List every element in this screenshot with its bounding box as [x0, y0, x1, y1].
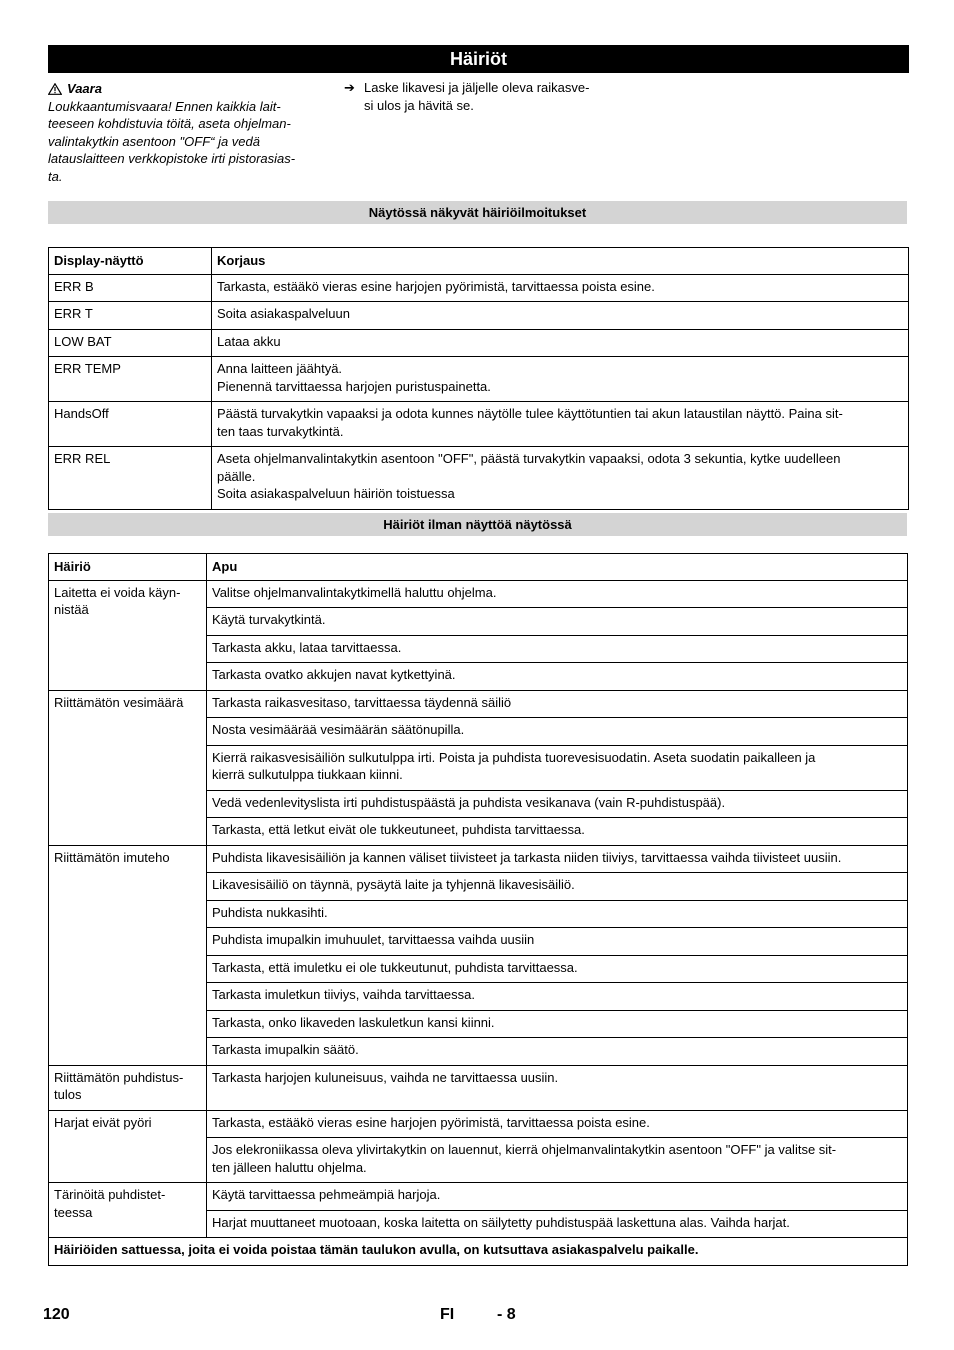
instruction-block: [344, 79, 634, 114]
page-number: 120: [43, 1306, 70, 1323]
fault-name: [49, 690, 207, 845]
table-row: [49, 302, 909, 330]
table-row: [49, 1110, 908, 1138]
remedy: [207, 1038, 908, 1066]
warning-line: valintakytkin asentoon "OFF“ ja vedä: [48, 133, 260, 149]
table-row: [49, 580, 908, 608]
fix-line: Päästä turvakytkin vapaaksi ja odota kunnes näytölle tulee käyttötuntien tai akun lataustilan näyttö. Paina sit-: [217, 406, 843, 421]
remedy-line: Likavesisäiliö on täynnä, pysäytä laite ja tyhjennä likavesisäiliö.: [212, 877, 575, 892]
remedy: [207, 1110, 908, 1138]
remedy: [207, 818, 908, 846]
remedy-line: Käytä turvakytkintä.: [212, 612, 326, 627]
remedy-line: Jos elekroniikassa oleva ylivirtakytkin on lauennut, kierrä ohjelmanvalintakytkin asentoon "OFF" ja valitse sit-: [212, 1142, 837, 1157]
remedy-line: Tarkasta imuletkun tiiviys, vaihda tarvittaessa.: [212, 987, 475, 1002]
table-row: [49, 845, 908, 873]
fault-name: [49, 1183, 207, 1238]
table-row: [49, 402, 909, 447]
remedy: [207, 955, 908, 983]
fix-line: Soita asiakaspalveluun: [217, 306, 350, 321]
remedy-line: Valitse ohjelmanvalintakytkimellä haluttu ohjelma.: [212, 584, 497, 600]
remedy: [207, 983, 908, 1011]
warning-block: [48, 80, 328, 185]
fault-line: teessa: [54, 1204, 93, 1220]
remedy: [207, 900, 908, 928]
remedy: [207, 718, 908, 746]
column-header: Apu: [207, 554, 908, 581]
remedy: [207, 580, 908, 608]
table-header-row: [49, 248, 909, 275]
remedy: [207, 1138, 908, 1183]
fault-line: Laitetta ei voida käyn-: [54, 584, 181, 600]
table-row: [49, 1183, 908, 1211]
remedy: [207, 1010, 908, 1038]
fault-line: Riittämätön imuteho: [54, 849, 170, 865]
table-footnote-row: [49, 1238, 908, 1266]
table-row: [49, 357, 909, 402]
fix-line: Lataa akku: [217, 333, 281, 349]
instruction-line: si ulos ja hävitä se.: [364, 97, 474, 113]
error-code: ERR T: [49, 302, 212, 330]
remedy-line: Puhdista imupalkin imuhuulet, tarvittaessa vaihda uusiin: [212, 932, 535, 947]
instruction-line: Laske likavesi ja jäljelle oleva raikasve-: [364, 80, 590, 95]
remedy-line: Tarkasta harjojen kuluneisuus, vaihda ne tarvittaessa uusiin.: [212, 1069, 559, 1085]
error-fix: [212, 329, 909, 357]
remedy-line: Tarkasta, onko likaveden laskuletkun kansi kiinni.: [212, 1014, 495, 1030]
error-code: LOW BAT: [49, 329, 212, 357]
remedy: [207, 690, 908, 718]
remedy-line: Vedä vedenlevityslista irti puhdistuspäästä ja puhdista vesikanava (vain R-puhdistuspää).: [212, 794, 726, 810]
fault-name: [49, 1110, 207, 1183]
remedy: [207, 790, 908, 818]
fix-line: ten taas turvakytkintä.: [217, 423, 344, 439]
remedy-line: Tarkasta ovatko akkujen navat kytkettyinä.: [212, 667, 456, 682]
error-code: HandsOff: [49, 402, 212, 447]
fix-line: Soita asiakaspalveluun häiriön toistuessa: [217, 486, 455, 501]
error-fix: [212, 402, 909, 447]
remedy-line: Tarkasta imupalkin säätö.: [212, 1042, 359, 1057]
remedy-line: Tarkasta, että imuletku ei ole tukkeutunut, puhdista tarvittaessa.: [212, 959, 578, 975]
error-fix: [212, 357, 909, 402]
fault-name: [49, 1065, 207, 1110]
section-heading-no-display: Häiriöt ilman näyttöä näytössä: [48, 513, 907, 536]
table-row: [49, 447, 909, 510]
error-fix: [212, 302, 909, 330]
remedy: [207, 635, 908, 663]
error-code: ERR REL: [49, 447, 212, 510]
warning-line: teeseen kohdistuvia töitä, aseta ohjelman-: [48, 116, 291, 131]
remedy: [207, 745, 908, 790]
error-code: ERR TEMP: [49, 357, 212, 402]
fix-line: Aseta ohjelmanvalintakytkin asentoon "OFF", päästä turvakytkin vapaaksi, odota 3 sekuntia, kytke uudelleen: [217, 451, 841, 466]
remedy: [207, 845, 908, 873]
error-code: ERR B: [49, 274, 212, 302]
faults-table: [48, 553, 908, 1266]
remedy: [207, 1210, 908, 1238]
table-row: [49, 274, 909, 302]
remedy: [207, 928, 908, 956]
table-footnote: Häiriöiden sattuessa, joita ei voida poistaa tämän taulukon avulla, on kutsuttava asiakaspalvelu paikalle.: [49, 1238, 908, 1266]
remedy-line: ten jälleen haluttu ohjelma.: [212, 1159, 367, 1175]
fault-line: Tärinöitä puhdistet-: [54, 1187, 166, 1202]
remedy-line: Puhdista likavesisäiliön ja kannen väliset tiivisteet ja tarkasta niiden tiiviys, tarvittaessa vaihda tiivisteet uusiin.: [212, 849, 842, 865]
remedy-line: Puhdista nukkasihti.: [212, 904, 328, 920]
table-row: [49, 329, 909, 357]
column-header: Display-näyttö: [49, 248, 212, 275]
remedy-line: Tarkasta, että letkut eivät ole tukkeutuneet, puhdista tarvittaessa.: [212, 822, 585, 837]
fault-line: Riittämätön puhdistus-: [54, 1069, 184, 1085]
table-header-row: [49, 554, 908, 581]
fault-line: Riittämätön vesimäärä: [54, 694, 184, 710]
fault-name: [49, 580, 207, 690]
warning-title-text: Vaara: [67, 81, 102, 96]
display-errors-table: [48, 247, 909, 510]
fix-line: Anna laitteen jäähtyä.: [217, 361, 343, 376]
fault-line: Harjat eivät pyöri: [54, 1114, 152, 1130]
warning-triangle-icon: [48, 83, 62, 95]
section-heading-display-errors: Näytössä näkyvät häiriöilmoitukset: [48, 201, 907, 224]
table-row: [49, 690, 908, 718]
remedy-line: Kierrä raikasvesisäiliön sulkutulppa irti. Poista ja puhdista tuorevesisuodatin. Aseta suodatin paikalleen ja: [212, 749, 816, 765]
remedy-line: Nosta vesimäärää vesimäärän säätönupilla.: [212, 722, 465, 737]
remedy: [207, 663, 908, 691]
remedy-line: Tarkasta, estääkö vieras esine harjojen pyörimistä, tarvittaessa poista esine.: [212, 1114, 650, 1130]
remedy-line: Tarkasta akku, lataa tarvittaessa.: [212, 639, 402, 655]
column-header: Korjaus: [212, 248, 909, 275]
remedy: [207, 1065, 908, 1110]
remedy-line: Käytä tarvittaessa pehmeämpiä harjoja.: [212, 1187, 441, 1202]
warning-line: latauslaitteen verkkopistoke irti pistorasias-: [48, 151, 296, 166]
column-header: Häiriö: [49, 554, 207, 581]
fix-line: Tarkasta, estääkö vieras esine harjojen pyörimistä, tarvittaessa poista esine.: [217, 278, 655, 294]
remedy-line: kierrä sulkutulppa tiukkaan kiinni.: [212, 767, 403, 782]
arrow-right-icon: ➔: [344, 80, 355, 95]
fix-line: Pienennä tarvittaessa harjojen puristuspainetta.: [217, 378, 491, 394]
warning-line: Loukkaantumisvaara! Ennen kaikkia lait-: [48, 98, 281, 114]
error-fix: [212, 274, 909, 302]
remedy: [207, 873, 908, 901]
fix-line: päälle.: [217, 468, 256, 484]
section-banner: Häiriöt: [48, 45, 909, 73]
fault-name: [49, 845, 207, 1065]
page-sub-number: - 8: [497, 1306, 516, 1323]
remedy-line: Tarkasta raikasvesitaso, tarvittaessa täydennä säiliö: [212, 694, 512, 710]
remedy-line: Harjat muuttaneet muotoaan, koska laitetta on säilytetty puhdistuspää laskettuna alas. Vaihda harjat.: [212, 1214, 790, 1230]
warning-title: [48, 80, 328, 98]
remedy: [207, 608, 908, 636]
table-row: [49, 1065, 908, 1110]
fault-line: tulos: [54, 1087, 82, 1102]
fault-line: nistää: [54, 602, 89, 617]
error-fix: [212, 447, 909, 510]
language-code: FI: [440, 1306, 455, 1323]
remedy: [207, 1183, 908, 1211]
warning-line: ta.: [48, 168, 63, 184]
